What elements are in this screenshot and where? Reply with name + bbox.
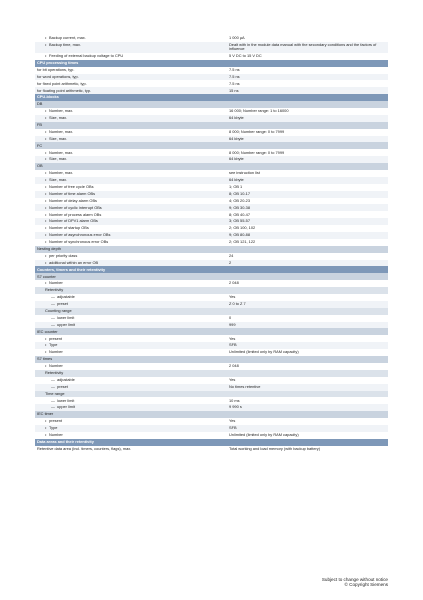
spec-value: 64 kbyte [229, 177, 244, 183]
spec-row [35, 377, 388, 384]
group-label-row [35, 370, 388, 377]
spec-label: Data areas and their retentivity [37, 438, 94, 444]
spec-label: • Number [35, 349, 227, 356]
spec-value: 2 048 [229, 363, 239, 369]
spec-row [35, 67, 388, 74]
spec-value: Dealt with in the module data manual with the secondary conditions and the factors of influence [229, 42, 377, 52]
spec-value: SFB [229, 342, 237, 348]
spec-value: Total working and load memory (with backup battery) [229, 445, 321, 451]
spec-label: CPU-blocks [37, 94, 59, 100]
spec-row [35, 425, 388, 432]
spec-label: CPU processing times [37, 59, 79, 65]
spec-label: — preset [35, 384, 227, 391]
spec-label: — lower limit [35, 397, 227, 404]
spec-label: S7 counter [37, 273, 56, 279]
spec-row [35, 136, 388, 143]
spec-label: — adjustable [35, 294, 227, 301]
spec-label: • Type [35, 342, 227, 349]
spec-label: IEC timer [37, 411, 54, 417]
spec-value: 10 ms [229, 397, 240, 403]
spec-value: 0 [229, 314, 232, 320]
spec-row [35, 53, 388, 60]
spec-value: 9; OB 30-38 [229, 204, 250, 210]
spec-value: 1 000 μA [229, 35, 245, 41]
spec-label: for word operations, typ. [37, 73, 79, 79]
spec-value: Unlimited (limited only by RAM capacity) [229, 432, 299, 438]
spec-value: Unlimited (limited only by RAM capacity) [229, 349, 299, 355]
spec-label: — lower limit [35, 315, 227, 322]
spec-row [35, 294, 388, 301]
spec-label: Retentivity [45, 370, 64, 376]
spec-label: Counters, timers and their retentivity [37, 266, 106, 272]
spec-row [35, 301, 388, 308]
spec-value: 5 V DC to 15 V DC [229, 53, 262, 59]
spec-value: 64 kbyte [229, 156, 244, 162]
subsection-header [35, 142, 388, 149]
spec-row [35, 322, 388, 329]
group-label-row [35, 391, 388, 398]
footer-copyright: © Copyright Siemens [344, 582, 388, 588]
spec-label: Retentive data area (incl. timers, counters, flags), max. [37, 445, 132, 451]
spec-value: 64 kbyte [229, 115, 244, 121]
page-footer [322, 577, 388, 588]
spec-label: • Size, max. [35, 156, 227, 163]
spec-row [35, 184, 388, 191]
spec-label: OB [37, 163, 43, 169]
spec-value: 8; OB 40-47 [229, 211, 250, 217]
spec-row [35, 384, 388, 391]
spec-value: 7.5 ns [229, 66, 240, 72]
spec-row [35, 225, 388, 232]
spec-row [35, 211, 388, 218]
spec-value: SFB [229, 425, 237, 431]
spec-row [35, 404, 388, 411]
spec-row [35, 35, 388, 42]
spec-value: 9 990 s [229, 404, 242, 410]
spec-row [35, 115, 388, 122]
spec-label: for fixed point arithmetic, typ. [37, 80, 87, 86]
spec-row [35, 418, 388, 425]
spec-label: • Backup time, max. [35, 42, 227, 53]
spec-label: • Number, max. [35, 108, 227, 115]
spec-value: No times retentive [229, 383, 261, 389]
spec-value: 2; OB 121, 122 [229, 239, 256, 245]
spec-label: for floating point arithmetic, typ. [37, 87, 92, 93]
spec-label: • per priority class [35, 253, 227, 260]
spec-label: • Number of asynchronous error OBs [35, 232, 227, 239]
spec-value: Yes [229, 376, 236, 382]
spec-row [35, 198, 388, 205]
spec-value: 4; OB 20-23 [229, 197, 250, 203]
spec-label: • Number [35, 432, 227, 439]
spec-row [35, 87, 388, 94]
spec-label: Time range [45, 390, 65, 396]
subsection-header [35, 328, 388, 335]
spec-label: • Number [35, 363, 227, 370]
spec-label: • Number of cyclic interrupt OBs [35, 204, 227, 211]
spec-row [35, 80, 388, 87]
spec-label: • present [35, 335, 227, 342]
spec-label: • Number of free cycle OBs [35, 184, 227, 191]
spec-label: • Number, max. [35, 149, 227, 156]
spec-label: • Number of DPV1 alarm OBs [35, 218, 227, 225]
spec-value: 15 ns [229, 87, 239, 93]
spec-label: Retentivity [45, 287, 64, 293]
spec-row [35, 335, 388, 342]
subsection-header [35, 356, 388, 363]
spec-value: 8 000; Number range: 0 to 7999 [229, 149, 285, 155]
spec-value: Yes [229, 418, 236, 424]
spec-row [35, 432, 388, 439]
spec-label: for bit operations, typ. [37, 66, 75, 72]
spec-label: — upper limit [35, 404, 227, 411]
spec-value: 64 kbyte [229, 135, 244, 141]
spec-value: 9; OB 80-88 [229, 232, 250, 238]
spec-value: Z 0 to Z 7 [229, 301, 246, 307]
spec-row [35, 397, 388, 404]
spec-row [35, 218, 388, 225]
spec-value: 2; OB 100, 102 [229, 225, 256, 231]
spec-label: — upper limit [35, 322, 227, 329]
spec-label: FB [37, 121, 42, 127]
spec-row [35, 149, 388, 156]
spec-label: • Type [35, 425, 227, 432]
subsection-header [35, 273, 388, 280]
spec-value: 16 000; Number range: 1 to 16000 [229, 108, 289, 114]
spec-value: 2 048 [229, 280, 239, 286]
spec-value: see instruction list [229, 170, 260, 176]
spec-label: • Number of synchronous error OBs [35, 239, 227, 246]
spec-label: Nesting depth [37, 245, 62, 251]
subsection-header [35, 101, 388, 108]
subsection-header [35, 411, 388, 418]
spec-label: • Number of startup OBs [35, 225, 227, 232]
spec-row [35, 191, 388, 198]
section-header [35, 60, 388, 67]
section-header [35, 439, 388, 446]
section-header [35, 266, 388, 273]
spec-row [35, 315, 388, 322]
spec-label: S7 times [37, 356, 53, 362]
spec-label: • Number of process alarm OBs [35, 211, 227, 218]
spec-value: 3; OB 55-57 [229, 218, 250, 224]
spec-row [35, 156, 388, 163]
spec-row [35, 177, 388, 184]
spec-row [35, 446, 388, 453]
spec-value: 8; OB 10-17 [229, 190, 250, 196]
spec-value: 7.5 ns [229, 80, 240, 86]
spec-label: — preset [35, 301, 227, 308]
spec-value: 2 [229, 259, 232, 265]
spec-row [35, 239, 388, 246]
group-label-row [35, 287, 388, 294]
group-label-row [35, 308, 388, 315]
spec-label: • Number of time alarm OBs [35, 191, 227, 198]
spec-label: • Backup current, max. [35, 35, 227, 42]
spec-label: IEC counter [37, 328, 58, 334]
spec-label: • Number of delay alarm OBs [35, 198, 227, 205]
spec-label: • Size, max. [35, 136, 227, 143]
spec-label: • Size, max. [35, 115, 227, 122]
spec-row [35, 232, 388, 239]
spec-value: 8 000; Number range: 0 to 7999 [229, 128, 285, 134]
spec-row [35, 342, 388, 349]
section-header [35, 94, 388, 101]
spec-row [35, 349, 388, 356]
spec-value: Yes [229, 294, 236, 300]
spec-value: Yes [229, 335, 236, 341]
spec-value: 24 [229, 252, 234, 258]
footer-disclaimer: Subject to change without notice [321, 577, 388, 582]
spec-label: • additional within an error OB [35, 260, 227, 267]
spec-label: • Number, max. [35, 129, 227, 136]
subsection-header [35, 163, 388, 170]
spec-row [35, 74, 388, 81]
subsection-header [35, 122, 388, 129]
spec-label: • Number, max. [35, 170, 227, 177]
spec-label: DB [37, 101, 43, 107]
spec-value: 999 [229, 321, 236, 327]
spec-row [35, 108, 388, 115]
spec-label: — adjustable [35, 377, 227, 384]
spec-label: • Size, max. [35, 177, 227, 184]
spec-label: FC [37, 142, 43, 148]
spec-row [35, 260, 388, 267]
spec-label: • Feeding of external backup voltage to CPU [35, 53, 227, 60]
spec-row [35, 129, 388, 136]
spec-label: Counting range [45, 308, 72, 313]
spec-table [35, 35, 388, 453]
spec-value: 7.5 ns [229, 73, 240, 79]
spec-row [35, 42, 388, 53]
spec-row [35, 170, 388, 177]
spec-value: 1; OB 1 [229, 183, 243, 189]
spec-row [35, 280, 388, 287]
spec-row [35, 253, 388, 260]
spec-label: • present [35, 418, 227, 425]
spec-label: • Number [35, 280, 227, 287]
subsection-header [35, 246, 388, 253]
spec-row [35, 363, 388, 370]
spec-row [35, 204, 388, 211]
